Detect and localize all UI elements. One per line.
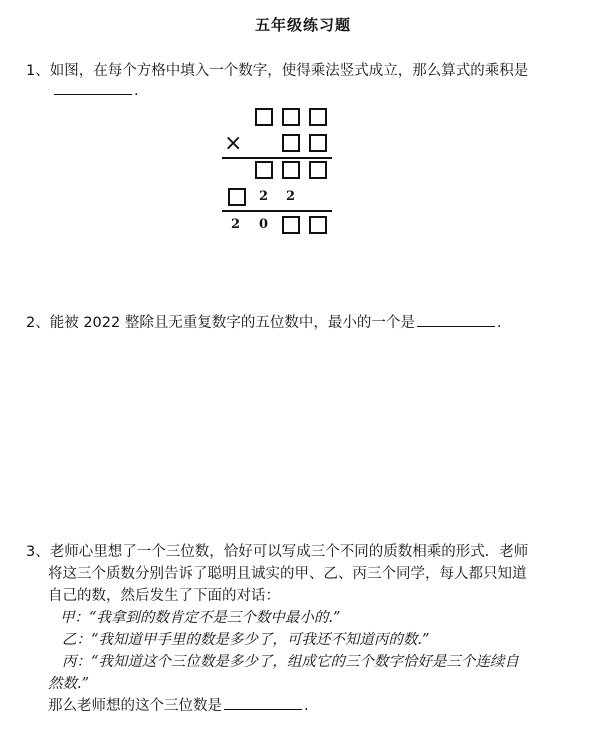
q3-line1: 3、老师心里想了一个三位数，恰好可以写成三个不同的质数相乘的形式．老师 — [26, 544, 529, 560]
q2-period: . — [496, 315, 502, 331]
q3-period: . — [304, 698, 309, 714]
q2-answer-blank[interactable] — [417, 312, 495, 327]
times-symbol: × — [224, 131, 243, 156]
q3-line2: 将这三个质数分别告诉了聪明且诚实的甲、乙、丙三个同学，每人都只知道 — [48, 566, 527, 582]
q3-yi-statement: 乙：“我知道甲手里的数是多少了，可我还不知道丙的数.” — [62, 632, 430, 648]
rule-line — [222, 157, 332, 159]
given-digit: 0 — [259, 217, 269, 232]
digit-box[interactable] — [228, 188, 246, 206]
given-digit: 2 — [286, 189, 296, 204]
q3-answer-blank[interactable] — [224, 695, 302, 710]
digit-box[interactable] — [309, 134, 327, 152]
q1-period: . — [134, 83, 139, 99]
given-digit: 2 — [231, 217, 241, 232]
digit-box[interactable] — [309, 216, 327, 234]
digit-box[interactable] — [309, 161, 327, 179]
digit-box[interactable] — [282, 216, 300, 234]
q2-prefix: 2、能被 2022 整除且无重复数字的五位数中，最小的一个是 — [26, 315, 415, 331]
q3-question — [48, 694, 309, 715]
q1-answer-line — [52, 80, 139, 99]
q3-bing-statement-cont: 然数.” — [48, 676, 90, 692]
q1-answer-blank[interactable] — [54, 80, 132, 95]
q3-jia-statement: 甲：“我拿到的数肯定不是三个数中最小的.” — [60, 610, 341, 626]
digit-box[interactable] — [309, 108, 327, 126]
digit-box[interactable] — [282, 108, 300, 126]
q3-bing-statement: 丙：“我知道这个三位数是多少了，组成它的三个数字恰好是三个连续自 — [62, 654, 519, 670]
page-title: 五年级练习题 — [254, 16, 351, 34]
digit-box[interactable] — [282, 134, 300, 152]
q1-text: 1、如图，在每个方格中填入一个数字，使得乘法竖式成立，那么算式的乘积是 — [26, 63, 529, 79]
q2-text — [26, 311, 501, 332]
digit-box[interactable] — [255, 108, 273, 126]
digit-box[interactable] — [282, 161, 300, 179]
q3-line3: 自己的数，然后发生了下面的对话： — [48, 588, 280, 604]
digit-box[interactable] — [255, 161, 273, 179]
given-digit: 2 — [259, 189, 269, 204]
q3-last-prefix: 那么老师想的这个三位数是 — [48, 698, 222, 714]
rule-line — [222, 210, 332, 212]
